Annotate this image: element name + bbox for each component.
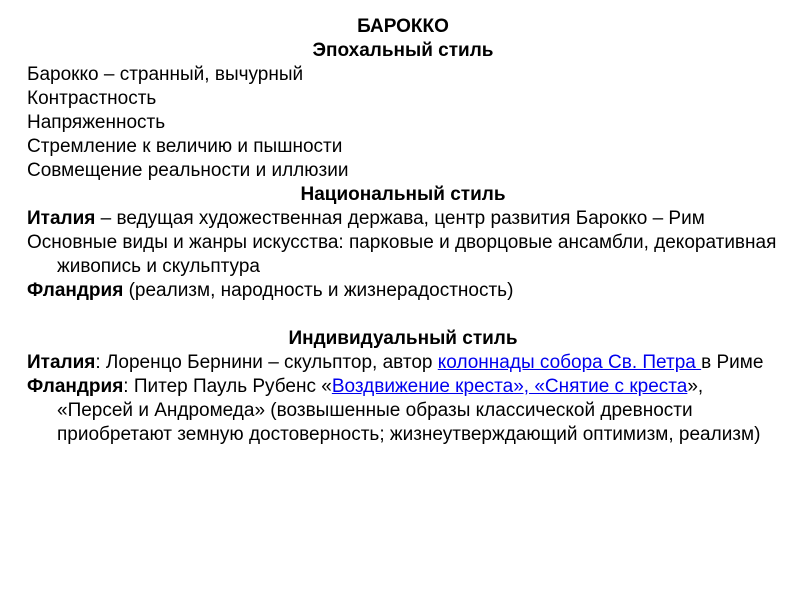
slide-content [27,15,779,447]
rubens-paintings-link[interactable]: Воздвижение креста», «Снятие с креста [331,376,688,397]
national-flanders-text: (реализм, народность и жизнерадостность) [123,280,514,301]
bernini-colonnade-link[interactable]: колоннады собора Св. Петра [437,352,702,373]
individual-style-heading: Индивидуальный стиль [288,328,518,349]
epoch-item: Барокко – странный, вычурный [27,64,304,85]
national-flanders-paragraph [27,279,779,303]
national-genres-paragraph: Основные виды и жанры искусства: парковые и дворцовые ансамбли, декоративная живопись и скульптура [27,232,777,277]
national-italy-label: Италия [27,208,96,229]
epoch-item: Совмещение реальности и иллюзии [27,160,349,181]
national-italy-text: – ведущая художественная держава, центр развития Барокко – Рим [95,208,705,229]
epoch-item: Напряженность [27,112,166,133]
epoch-style-heading: Эпохальный стиль [312,40,494,61]
individual-italy-text-before: : Лоренцо Бернини – скульптор, автор [95,352,438,373]
individual-flanders-label: Фландрия [27,376,124,397]
national-italy-paragraph [27,207,779,231]
slide-title: БАРОККО [357,16,449,37]
spacer [27,303,779,327]
individual-italy-label: Италия [27,352,96,373]
individual-flanders-paragraph [27,375,779,447]
individual-flanders-text-before: : Питер Пауль Рубенс « [123,376,332,397]
national-flanders-label: Фландрия [27,280,124,301]
individual-flanders-text-after: », «Персей и Андромеда» (возвышенные образы классической древности приобретают земную достоверность; жизнеутверждающий оптимизм, реализм) [57,376,761,445]
individual-italy-text-after: в Риме [701,352,764,373]
epoch-item: Контрастность [27,88,157,109]
epoch-item: Стремление к величию и пышности [27,136,343,157]
individual-italy-paragraph [27,351,779,375]
national-style-heading: Национальный стиль [300,184,506,205]
